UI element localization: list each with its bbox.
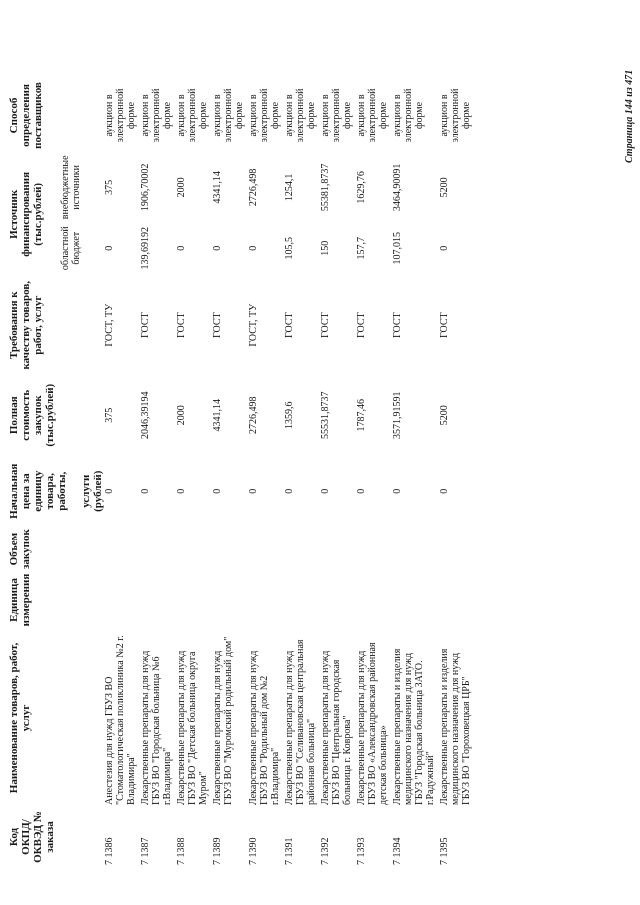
row-price: 0 [320, 488, 331, 494]
row-unit [104, 571, 140, 629]
row-name: Лекарственные препараты для нужд ГБУЗ ВО "Городская больница №6 г.Владимира" [140, 650, 173, 805]
row-volume [284, 527, 320, 571]
row-unit [439, 571, 475, 629]
row-method: аукцион в электронной форме [248, 88, 281, 143]
row-price: 0 [212, 488, 223, 494]
row-method: аукцион в электронной форме [212, 88, 245, 143]
row-name: Лекарственные препараты и изделия медицинского назначения для нужд ГБУЗ ВО "Гороховецкая ЦРБ" [439, 648, 472, 805]
row-unit [140, 571, 176, 629]
header-price-line: товара, [44, 473, 56, 510]
header-price-line: услуги [80, 474, 92, 508]
header-row [8, 77, 56, 867]
row-requirements: ГОСТ [320, 312, 331, 339]
row-requirements: ГОСТ [212, 312, 223, 339]
row-volume [439, 527, 475, 571]
row-total: 1787,46 [356, 398, 367, 432]
row-method: аукцион в электронной форме [176, 88, 209, 143]
row-price: 0 [392, 488, 403, 494]
row-volume [104, 527, 140, 571]
row-total: 2726,498 [248, 396, 259, 434]
row-volume [212, 527, 248, 571]
row-requirements: ГОСТ [392, 312, 403, 339]
row-source-regional: 0 [439, 245, 450, 251]
row-source-extra: 375 [104, 179, 115, 195]
row-requirements: ГОСТ [284, 312, 295, 339]
row-price: 0 [176, 488, 187, 494]
row-source-regional: 0 [176, 245, 187, 251]
row-price: 0 [104, 488, 115, 494]
header-price-line [68, 457, 80, 525]
row-total: 4341,14 [212, 398, 223, 432]
row-method: аукцион в электронной форме [439, 88, 472, 143]
row-total: 5200 [439, 405, 450, 426]
table-row [248, 77, 284, 867]
row-method: аукцион в электронной форме [104, 88, 137, 143]
row-name: Анестезия для нужд ГБУЗ ВО "Стоматологическая поликлиника №2 г. Владимира" [104, 635, 137, 805]
row-method: аукцион в электронной форме [392, 88, 425, 143]
row-price: 0 [140, 488, 151, 494]
row-volume [356, 527, 392, 571]
row-total: 1359,6 [284, 401, 295, 429]
page-number: Страница 144 из 471 [624, 69, 635, 163]
table-row [356, 77, 392, 867]
row-name: Лекарственные препараты и изделия медицинского назначения для нужд ГБУЗ "Городская больница ЗАТО. г.Радужный" [392, 648, 436, 805]
row-source-extra: 2000 [176, 177, 187, 198]
table-row [284, 77, 320, 867]
header-price-line: работы, [56, 471, 68, 511]
header-code: Код ОКПД/ ОКВЭД № заказа [8, 811, 56, 863]
row-source-extra: 1906,70002 [140, 163, 151, 212]
row-source-regional: 0 [104, 245, 115, 251]
header-method: Способ определения поставщиков [8, 82, 44, 149]
row-price: 0 [248, 488, 259, 494]
header-source-regional: областной бюджет [60, 226, 82, 271]
row-method: аукцион в электронной форме [356, 88, 389, 143]
row-source-regional: 139,69192 [140, 226, 151, 270]
header-source-extra: внебюджетные источники [60, 155, 82, 220]
table-row [439, 77, 475, 867]
row-price: 0 [284, 488, 295, 494]
row-method: аукцион в электронной форме [320, 88, 353, 143]
row-source-regional: 0 [248, 245, 259, 251]
row-total: 2046,39194 [140, 391, 151, 439]
row-requirements: ГОСТ [176, 312, 187, 339]
row-method: аукцион в электронной форме [140, 88, 173, 143]
row-name: Лекарственные препараты для нужд ГБУЗ ВО "Родильный дом №2 г.Владимира" [248, 650, 281, 805]
row-source-regional: 107,015 [392, 231, 403, 265]
table-body [104, 77, 475, 867]
row-unit [320, 571, 356, 629]
table-row [212, 77, 248, 867]
row-source-extra: 1254,1 [284, 173, 295, 202]
row-unit [176, 571, 212, 629]
header-requirements: Требования к качеству товаров, работ, услуг [8, 280, 44, 370]
row-code: 7 1395 [439, 837, 450, 865]
row-code: 7 1394 [392, 837, 403, 865]
row-source-extra: 1629,76 [356, 171, 367, 204]
row-requirements: ГОСТ, ТУ [248, 303, 259, 347]
row-code: 7 1389 [212, 837, 223, 865]
row-name: Лекарственные препараты для нужд ГБУЗ ВО «Александровская районная детская больница» [356, 642, 389, 805]
row-price: 0 [439, 488, 450, 494]
row-code: 7 1390 [248, 837, 259, 865]
header-volume: Объем закупок [8, 529, 32, 569]
header-price-line: цена за [20, 473, 32, 510]
row-code: 7 1386 [104, 837, 115, 865]
row-name: Лекарственные препараты для нужд ГБУЗ ВО "Центральная городская больница г. Коврова" [320, 650, 353, 805]
table-row [104, 77, 140, 867]
row-volume [392, 527, 439, 571]
row-volume [176, 527, 212, 571]
row-source-extra: 2726,498 [248, 168, 259, 207]
row-name: Лекарственные препараты для нужд ГБУЗ ВО "Детская больница округа Муром" [176, 650, 209, 805]
table-row [140, 77, 176, 867]
row-total: 375 [104, 407, 115, 423]
row-code: 7 1393 [356, 837, 367, 865]
row-name: Лекарственные препараты для нужд ГБУЗ ВО "Муромский родильный дом" [212, 636, 234, 805]
row-source-regional: 105,5 [284, 236, 295, 260]
row-volume [320, 527, 356, 571]
row-source-extra: 5200 [439, 177, 450, 198]
row-code: 7 1391 [284, 837, 295, 865]
table-row [176, 77, 212, 867]
row-source-regional: 157,7 [356, 236, 367, 260]
procurement-table [8, 77, 475, 867]
row-unit [284, 571, 320, 629]
row-source-extra: 3464,90091 [392, 163, 403, 212]
row-code: 7 1392 [320, 837, 331, 865]
row-volume [140, 527, 176, 571]
row-requirements: ГОСТ [140, 312, 151, 339]
row-total: 3571,91591 [392, 391, 403, 439]
header-unit: Единица измерения [8, 573, 32, 627]
row-total: 2000 [176, 405, 187, 426]
header-price-line: Начальная [8, 463, 20, 519]
row-unit [248, 571, 284, 629]
header-source: Источник финансирования (тыс.рублей) [8, 171, 44, 257]
row-code: 7 1388 [176, 837, 187, 865]
header-price-line: единицу [32, 470, 44, 512]
row-name: Лекарственные препараты для нужд ГБУЗ ВО "Селивановская центральная районная больница" [284, 639, 317, 805]
row-source-regional: 0 [212, 245, 223, 251]
table-row [320, 77, 356, 867]
row-source-extra: 55381,8737 [320, 163, 331, 212]
header-price [8, 455, 104, 527]
row-requirements: ГОСТ, ТУ [104, 303, 115, 347]
row-unit [392, 571, 439, 629]
row-total: 55531,8737 [320, 391, 331, 439]
row-source-extra: 4341,14 [212, 171, 223, 204]
row-unit [356, 571, 392, 629]
header-name: Наименование товаров, работ, услуг [8, 642, 32, 794]
row-requirements: ГОСТ [439, 312, 450, 339]
row-requirements: ГОСТ [356, 312, 367, 339]
row-unit [212, 571, 248, 629]
table-row [392, 77, 439, 867]
row-method: аукцион в электронной форме [284, 88, 317, 143]
header-total: Полная стоимость закупок (тыс.рублей) [8, 383, 56, 447]
row-price: 0 [356, 488, 367, 494]
row-source-regional: 150 [320, 240, 331, 256]
row-code: 7 1387 [140, 837, 151, 865]
header-price-line: (рублей) [92, 470, 104, 512]
row-volume [248, 527, 284, 571]
